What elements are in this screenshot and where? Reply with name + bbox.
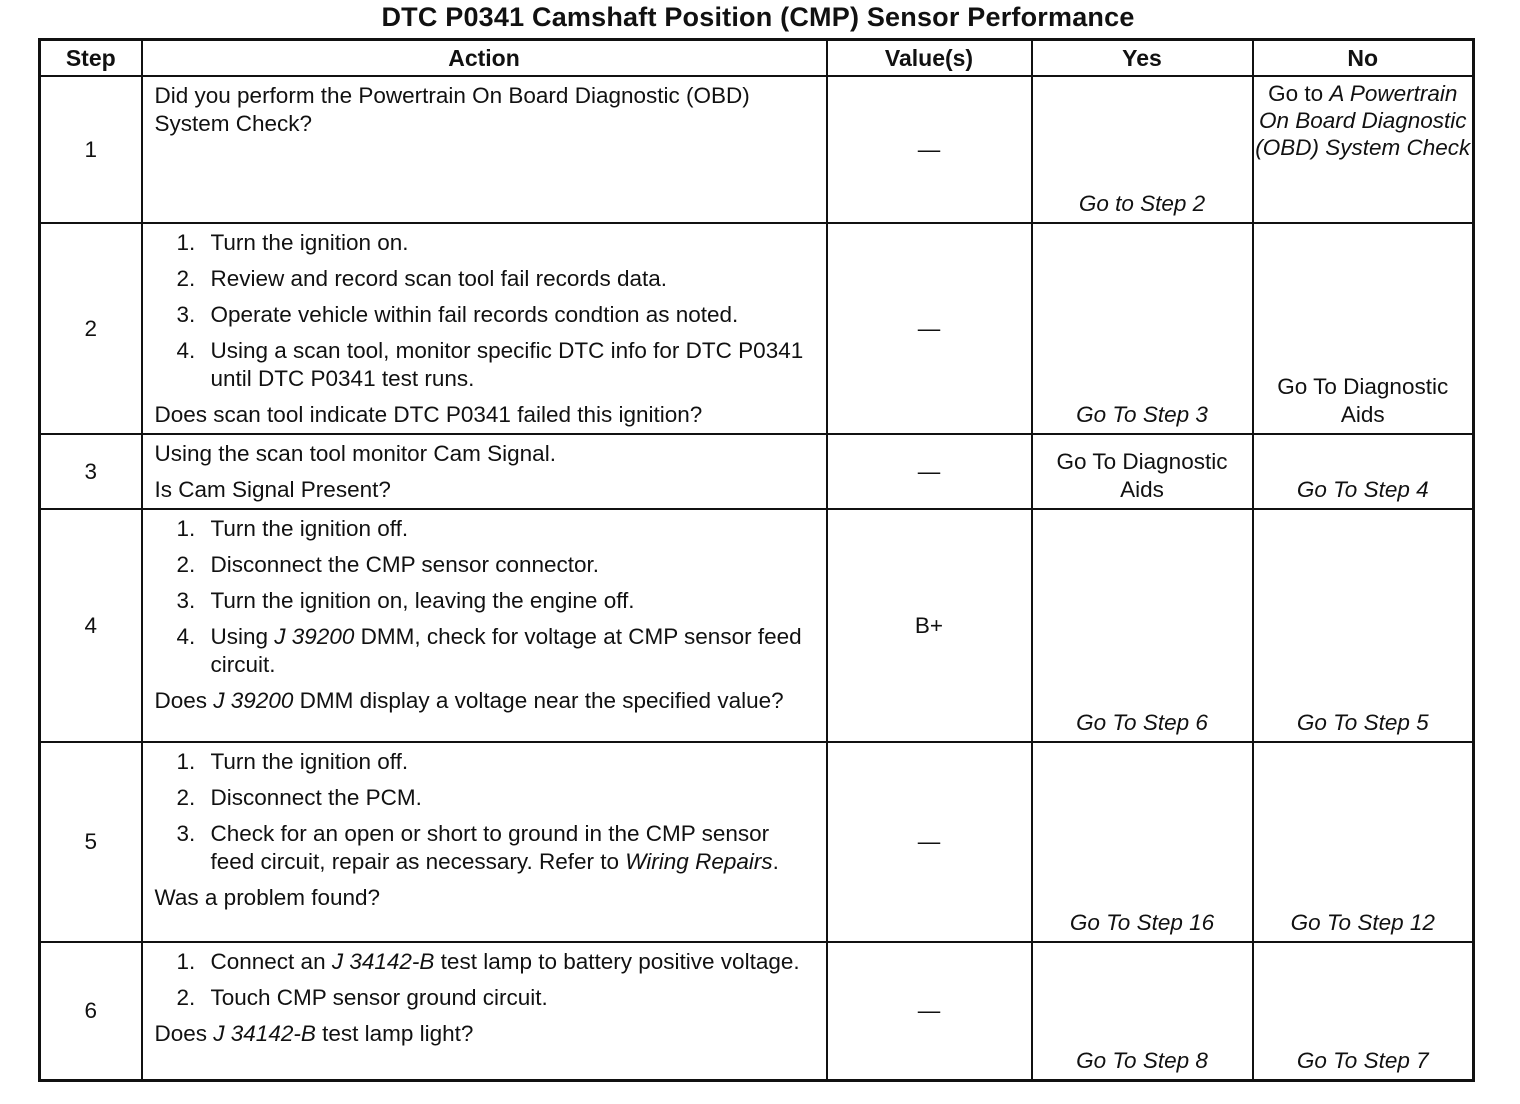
action-cell bbox=[142, 942, 827, 1080]
substep bbox=[155, 748, 816, 776]
action-cell bbox=[142, 76, 827, 223]
substep bbox=[155, 784, 816, 812]
substep-number: 3. bbox=[176, 588, 196, 613]
substep-text: Turn the ignition on, leaving the engine off. bbox=[210, 588, 635, 613]
substep-text: DMM, check for voltage at CMP sensor feed circuit. bbox=[210, 624, 802, 677]
yes-cell bbox=[1032, 509, 1253, 742]
no-cell bbox=[1253, 509, 1474, 742]
action-cell bbox=[142, 509, 827, 742]
substep-text: . bbox=[772, 849, 779, 874]
substep-text: Touch CMP sensor ground circuit. bbox=[210, 985, 548, 1010]
value-cell: — bbox=[827, 434, 1032, 509]
substep-text: Turn the ignition off. bbox=[210, 516, 409, 541]
table-row bbox=[40, 509, 1474, 742]
no-link[interactable]: Go To Diagnostic Aids bbox=[1277, 374, 1449, 427]
yes-cell bbox=[1032, 223, 1253, 434]
substep bbox=[155, 984, 816, 1012]
value-cell: B+ bbox=[827, 509, 1032, 742]
yes-link[interactable]: Go To Step 6 bbox=[1076, 710, 1208, 735]
step-number: 4 bbox=[40, 509, 142, 742]
table-row bbox=[40, 434, 1474, 509]
no-cell bbox=[1253, 223, 1474, 434]
table-row bbox=[40, 76, 1474, 223]
no-cell bbox=[1253, 742, 1474, 942]
question-text: Does bbox=[154, 688, 214, 713]
no-cell bbox=[1253, 942, 1474, 1080]
table-row bbox=[40, 942, 1474, 1080]
substep-number: 2. bbox=[176, 552, 196, 577]
table-row bbox=[40, 742, 1474, 942]
tool-reference: J 34142-B bbox=[331, 949, 435, 974]
substep-number: 1. bbox=[176, 230, 196, 255]
substep bbox=[155, 948, 816, 976]
header-no: No bbox=[1253, 40, 1474, 77]
question bbox=[155, 687, 816, 715]
substep bbox=[155, 301, 816, 329]
step-number: 5 bbox=[40, 742, 142, 942]
substep-text: Disconnect the PCM. bbox=[210, 785, 422, 810]
tool-reference: J 39200 bbox=[213, 688, 294, 713]
substep-text: Using a scan tool, monitor specific DTC info for DTC P0341 until DTC P0341 test runs. bbox=[210, 338, 804, 391]
no-link[interactable] bbox=[1254, 80, 1473, 161]
yes-cell bbox=[1032, 942, 1253, 1080]
substep bbox=[155, 820, 816, 876]
yes-link[interactable]: Go To Step 3 bbox=[1076, 402, 1208, 427]
no-link[interactable]: Go To Step 12 bbox=[1290, 910, 1435, 935]
substep bbox=[155, 229, 816, 257]
yes-link[interactable]: Go To Step 8 bbox=[1076, 1047, 1208, 1073]
substep-text: Review and record scan tool fail records data. bbox=[210, 266, 667, 291]
value-cell: — bbox=[827, 76, 1032, 223]
question: Does scan tool indicate DTC P0341 failed this ignition? bbox=[154, 402, 703, 427]
substep-text: Connect an bbox=[210, 949, 332, 974]
question: Is Cam Signal Present? bbox=[154, 477, 391, 502]
page-title: DTC P0341 Camshaft Position (CMP) Sensor Performance bbox=[381, 2, 1135, 32]
action-text: Did you perform the Powertrain On Board Diagnostic (OBD) System Check? bbox=[154, 83, 750, 136]
substep-number: 4. bbox=[176, 338, 196, 363]
question-text: test lamp light? bbox=[315, 1021, 474, 1046]
question-text: Does bbox=[154, 1021, 214, 1046]
substep-text: Using bbox=[210, 624, 275, 649]
substep-text: Turn the ignition on. bbox=[210, 230, 409, 255]
substep-list bbox=[155, 748, 816, 876]
substep-list bbox=[155, 515, 816, 679]
action-cell bbox=[142, 742, 827, 942]
yes-link[interactable]: Go to Step 2 bbox=[1078, 191, 1206, 216]
step-number: 1 bbox=[40, 76, 142, 223]
no-link[interactable]: Go To Step 5 bbox=[1296, 710, 1429, 735]
substep-number: 3. bbox=[176, 821, 196, 846]
tool-reference: J 39200 bbox=[274, 624, 355, 649]
substep bbox=[155, 587, 816, 615]
substep-text: Turn the ignition off. bbox=[210, 749, 409, 774]
value-cell: — bbox=[827, 742, 1032, 942]
substep bbox=[155, 265, 816, 293]
value-cell: — bbox=[827, 942, 1032, 1080]
no-link[interactable]: Go To Step 4 bbox=[1296, 477, 1429, 502]
substep-number: 2. bbox=[176, 266, 196, 291]
table-row bbox=[40, 223, 1474, 434]
reference-link[interactable]: Wiring Repairs bbox=[625, 849, 773, 874]
substep-number: 4. bbox=[176, 624, 196, 649]
diagnostic-table bbox=[38, 38, 1475, 1082]
substep-number: 2. bbox=[176, 785, 196, 810]
no-cell bbox=[1253, 76, 1474, 223]
substep-list bbox=[155, 229, 816, 393]
value-cell: — bbox=[827, 223, 1032, 434]
action-text: Using the scan tool monitor Cam Signal. bbox=[154, 441, 556, 466]
substep-text: Operate vehicle within fail records condtion as noted. bbox=[210, 302, 739, 327]
question: Was a problem found? bbox=[154, 885, 381, 910]
substep-text: Disconnect the CMP sensor connector. bbox=[210, 552, 600, 577]
question bbox=[155, 1020, 816, 1048]
step-number: 2 bbox=[40, 223, 142, 434]
yes-link[interactable]: Go To Step 16 bbox=[1069, 910, 1215, 935]
substep-number: 3. bbox=[176, 302, 196, 327]
substep bbox=[155, 551, 816, 579]
substep-number: 1. bbox=[176, 749, 196, 774]
substep bbox=[155, 623, 816, 679]
tool-reference: J 34142-B bbox=[213, 1021, 316, 1046]
header-values: Value(s) bbox=[827, 40, 1032, 77]
question-text: DMM display a voltage near the specified value? bbox=[293, 688, 784, 713]
step-number: 3 bbox=[40, 434, 142, 509]
substep-number: 1. bbox=[176, 949, 196, 974]
yes-cell bbox=[1032, 742, 1253, 942]
header-yes: Yes bbox=[1032, 40, 1253, 77]
substep-text: Check for an open or short to ground in the CMP sensor feed circuit, repair as necessary. Refer to bbox=[210, 821, 770, 874]
yes-cell bbox=[1032, 76, 1253, 223]
substep-list bbox=[155, 948, 816, 1012]
no-italic: A Powertrain On Board Diagnostic (OBD) System Check bbox=[1255, 81, 1471, 160]
header-step: Step bbox=[40, 40, 142, 77]
yes-cell bbox=[1032, 434, 1253, 509]
substep bbox=[155, 337, 816, 393]
no-prefix: Go to bbox=[1268, 81, 1330, 106]
header-action: Action bbox=[142, 40, 827, 77]
no-cell bbox=[1253, 434, 1474, 509]
action-cell bbox=[142, 223, 827, 434]
substep-number: 2. bbox=[176, 985, 196, 1010]
no-link[interactable]: Go To Step 7 bbox=[1296, 1047, 1429, 1073]
step-number: 6 bbox=[40, 942, 142, 1080]
yes-link[interactable]: Go To Diagnostic Aids bbox=[1056, 449, 1228, 502]
substep bbox=[155, 515, 816, 543]
action-cell bbox=[142, 434, 827, 509]
table-header-row bbox=[40, 40, 1474, 77]
substep-number: 1. bbox=[176, 516, 196, 541]
substep-text: test lamp to battery positive voltage. bbox=[434, 949, 800, 974]
